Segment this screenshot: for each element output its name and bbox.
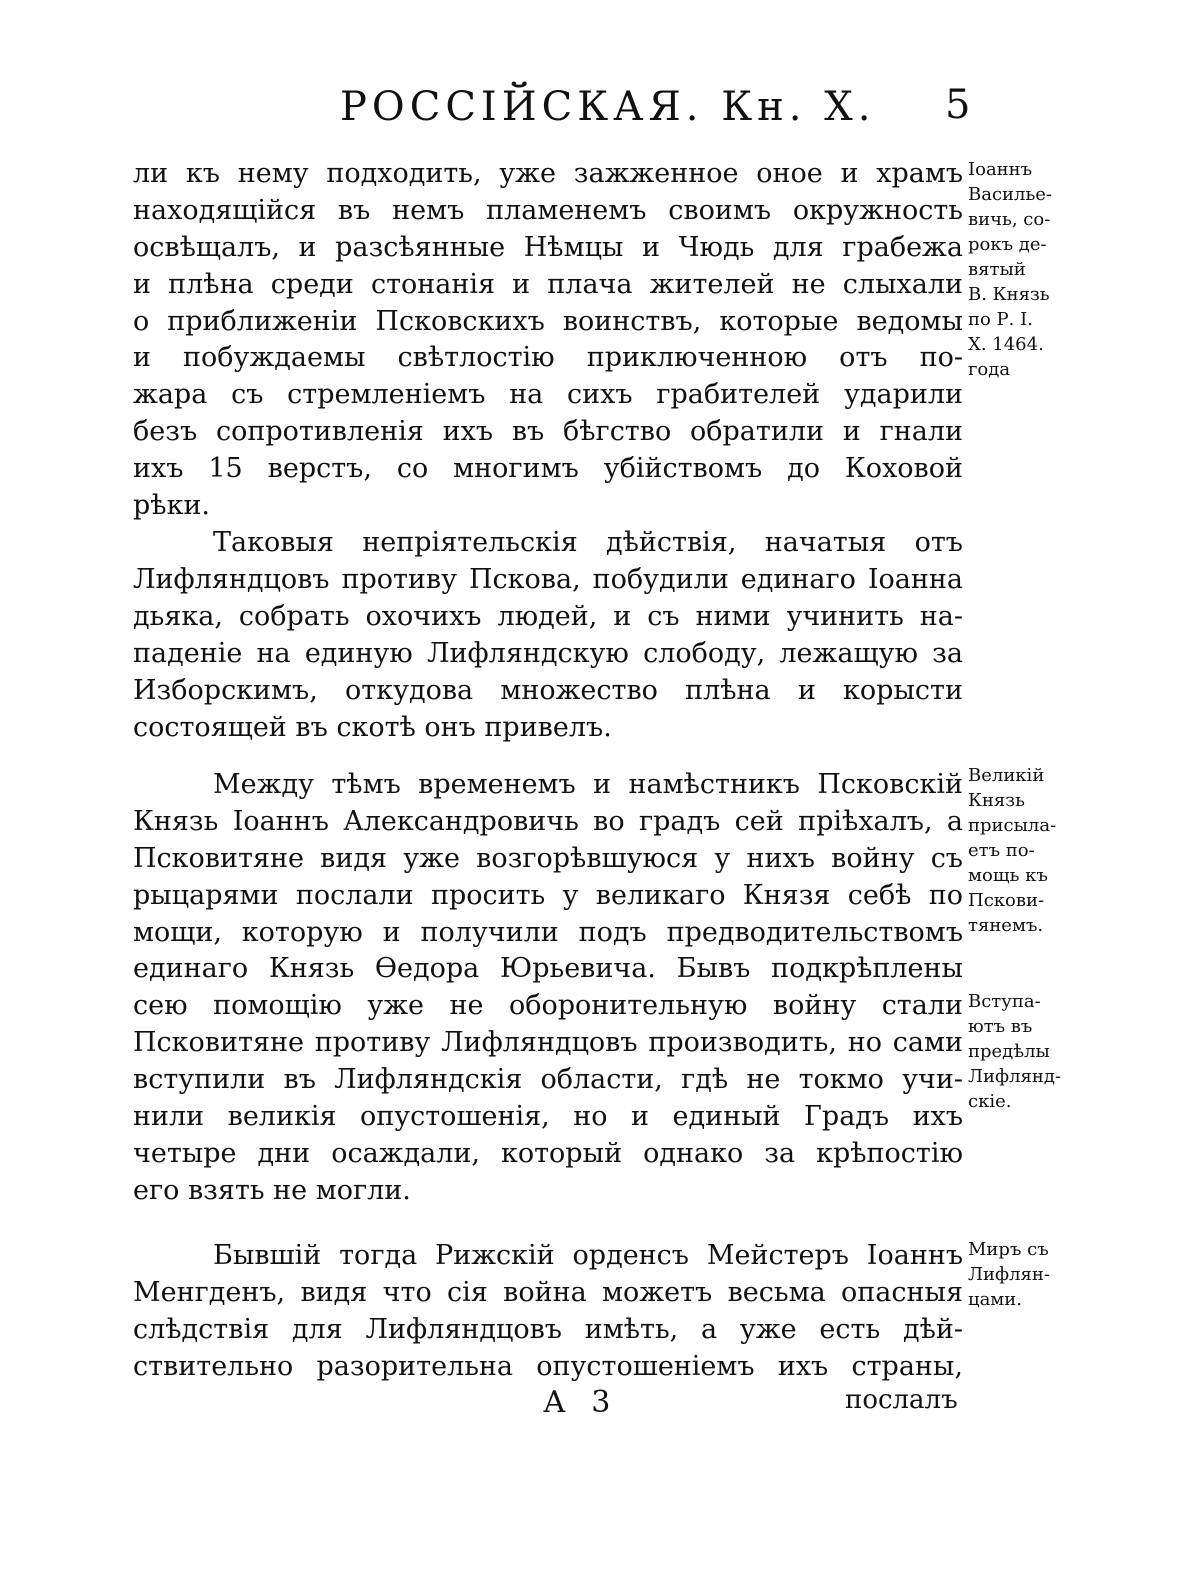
text-line: четыре дни осаждали, который однако за крѣпостію bbox=[133, 1138, 963, 1169]
page-number: 5 bbox=[945, 82, 971, 128]
running-head: РОССІЙСКАЯ. Кн. X. bbox=[340, 84, 876, 130]
margin-note-line: Вступa- bbox=[968, 991, 1041, 1012]
margin-note-line: Лифлян- bbox=[968, 1264, 1050, 1285]
margin-note-line: Васильe- bbox=[968, 184, 1053, 205]
text-line: и плѣна среди стонанія и плача жителей не слыхали bbox=[133, 269, 963, 300]
margin-note-line: вятый bbox=[968, 259, 1026, 280]
text-line: паденіе на единую Лифляндскую слободу, лежащую за bbox=[133, 638, 963, 669]
text-line: сею помощію уже не оборонительную войну стали bbox=[133, 990, 963, 1021]
margin-note-line: Великій bbox=[968, 765, 1045, 786]
text-line: Бывшій тогда Рижскій орденсъ Мейстеръ Іоаннъ bbox=[213, 1240, 963, 1271]
text-line: единаго Князь Ѳедора Юрьевича. Бывъ подкрѣплены bbox=[133, 953, 963, 984]
text-line: Таковыя непріятельскія дѣйствія, начатыя отъ bbox=[213, 527, 963, 558]
text-line: Изборскимъ, откудова множество плѣна и корысти bbox=[133, 675, 963, 706]
margin-note-line: Миръ съ bbox=[968, 1239, 1049, 1260]
margin-note-line: Х. 1464. bbox=[968, 334, 1044, 355]
text-line: рыцарями послали просить у великаго Князя себѣ по bbox=[133, 880, 963, 911]
text-line: вступили въ Лифляндскія области, гдѣ не токмо учи- bbox=[133, 1064, 963, 1095]
text-line: находящійся въ немъ пламенемъ своимъ окружность bbox=[133, 195, 963, 226]
text-line: слѣдствія для Лифляндцовъ имѣть, а уже есть дѣй- bbox=[133, 1314, 963, 1345]
text-line: Псковитяне противу Лифляндцовъ производить, но сами bbox=[133, 1027, 963, 1058]
text-line: Между тѣмъ временемъ и намѣстникъ Псковскій bbox=[213, 769, 963, 800]
margin-note-line: етъ по- bbox=[968, 840, 1035, 861]
margin-note-line: мощь къ bbox=[968, 865, 1048, 886]
text-line: и побуждаемы свѣтлостію приключенною отъ по- bbox=[133, 342, 963, 373]
text-line: его взять не могли. bbox=[133, 1175, 411, 1206]
margin-note-line: Іоаннъ bbox=[968, 159, 1033, 180]
text-line: ихъ 15 верстъ, со многимъ убійствомъ до Коховой bbox=[133, 453, 963, 484]
margin-note-line: по Р. І. bbox=[968, 309, 1033, 330]
margin-note-line: предѣлы bbox=[968, 1041, 1050, 1062]
margin-note-line: В. Князь bbox=[968, 284, 1050, 305]
margin-note-line: вичь, со- bbox=[968, 209, 1051, 230]
margin-note-line: года bbox=[968, 359, 1011, 380]
text-line: Псковитяне видя уже возгорѣвшуюся у нихъ войну съ bbox=[133, 843, 963, 874]
margin-note-line: скіе. bbox=[968, 1091, 1012, 1112]
text-line: жара съ стремленіемъ на сихъ грабителей ударили bbox=[133, 379, 963, 410]
text-line: дьяка, собрать охочихъ людей, и съ ними учинить на- bbox=[133, 601, 963, 632]
text-line: нили великія опустошенія, но и единый Градъ ихъ bbox=[133, 1101, 963, 1132]
margin-note-line: цами. bbox=[968, 1289, 1023, 1310]
text-line: Менгденъ, видя что сія война можетъ весьма опасныя bbox=[133, 1277, 963, 1308]
margin-note-line: рокъ де- bbox=[968, 234, 1047, 255]
text-line: освѣщалъ, и разсѣянные Нѣмцы и Чюдь для грабежа bbox=[133, 232, 963, 263]
margin-note-line: Пскови- bbox=[968, 890, 1045, 911]
text-line: безъ сопротивленія ихъ въ бѣгство обратили и гнали bbox=[133, 416, 963, 447]
margin-note-line: тянемъ. bbox=[968, 915, 1044, 936]
text-line: рѣки. bbox=[133, 490, 211, 521]
text-line: Лифляндцовъ противу Пскова, побудили единаго Іоанна bbox=[133, 564, 963, 595]
text-line: Князь Іоаннъ Александровичь во градъ сей пріѣхалъ, а bbox=[133, 806, 963, 837]
text-line: состоящей въ скотѣ онъ привелъ. bbox=[133, 712, 612, 743]
text-line: мощи, которую и получили подъ предводительствомъ bbox=[133, 917, 963, 948]
margin-note-line: Князь bbox=[968, 790, 1025, 811]
text-line: о приближеніи Псковскихъ воинствъ, которые ведомы bbox=[133, 306, 963, 337]
margin-note-line: Лифлянд- bbox=[968, 1066, 1062, 1087]
catchword: послалъ bbox=[845, 1385, 958, 1415]
margin-note-line: присылa- bbox=[968, 815, 1057, 836]
signature-mark: А 3 bbox=[543, 1385, 619, 1420]
text-line: ствительно разорительна опустошеніемъ ихъ страны, bbox=[133, 1351, 963, 1382]
margin-note-line: ютъ въ bbox=[968, 1016, 1033, 1037]
text-line: ли къ нему подходить, уже зажженное оное и храмъ bbox=[133, 158, 963, 189]
